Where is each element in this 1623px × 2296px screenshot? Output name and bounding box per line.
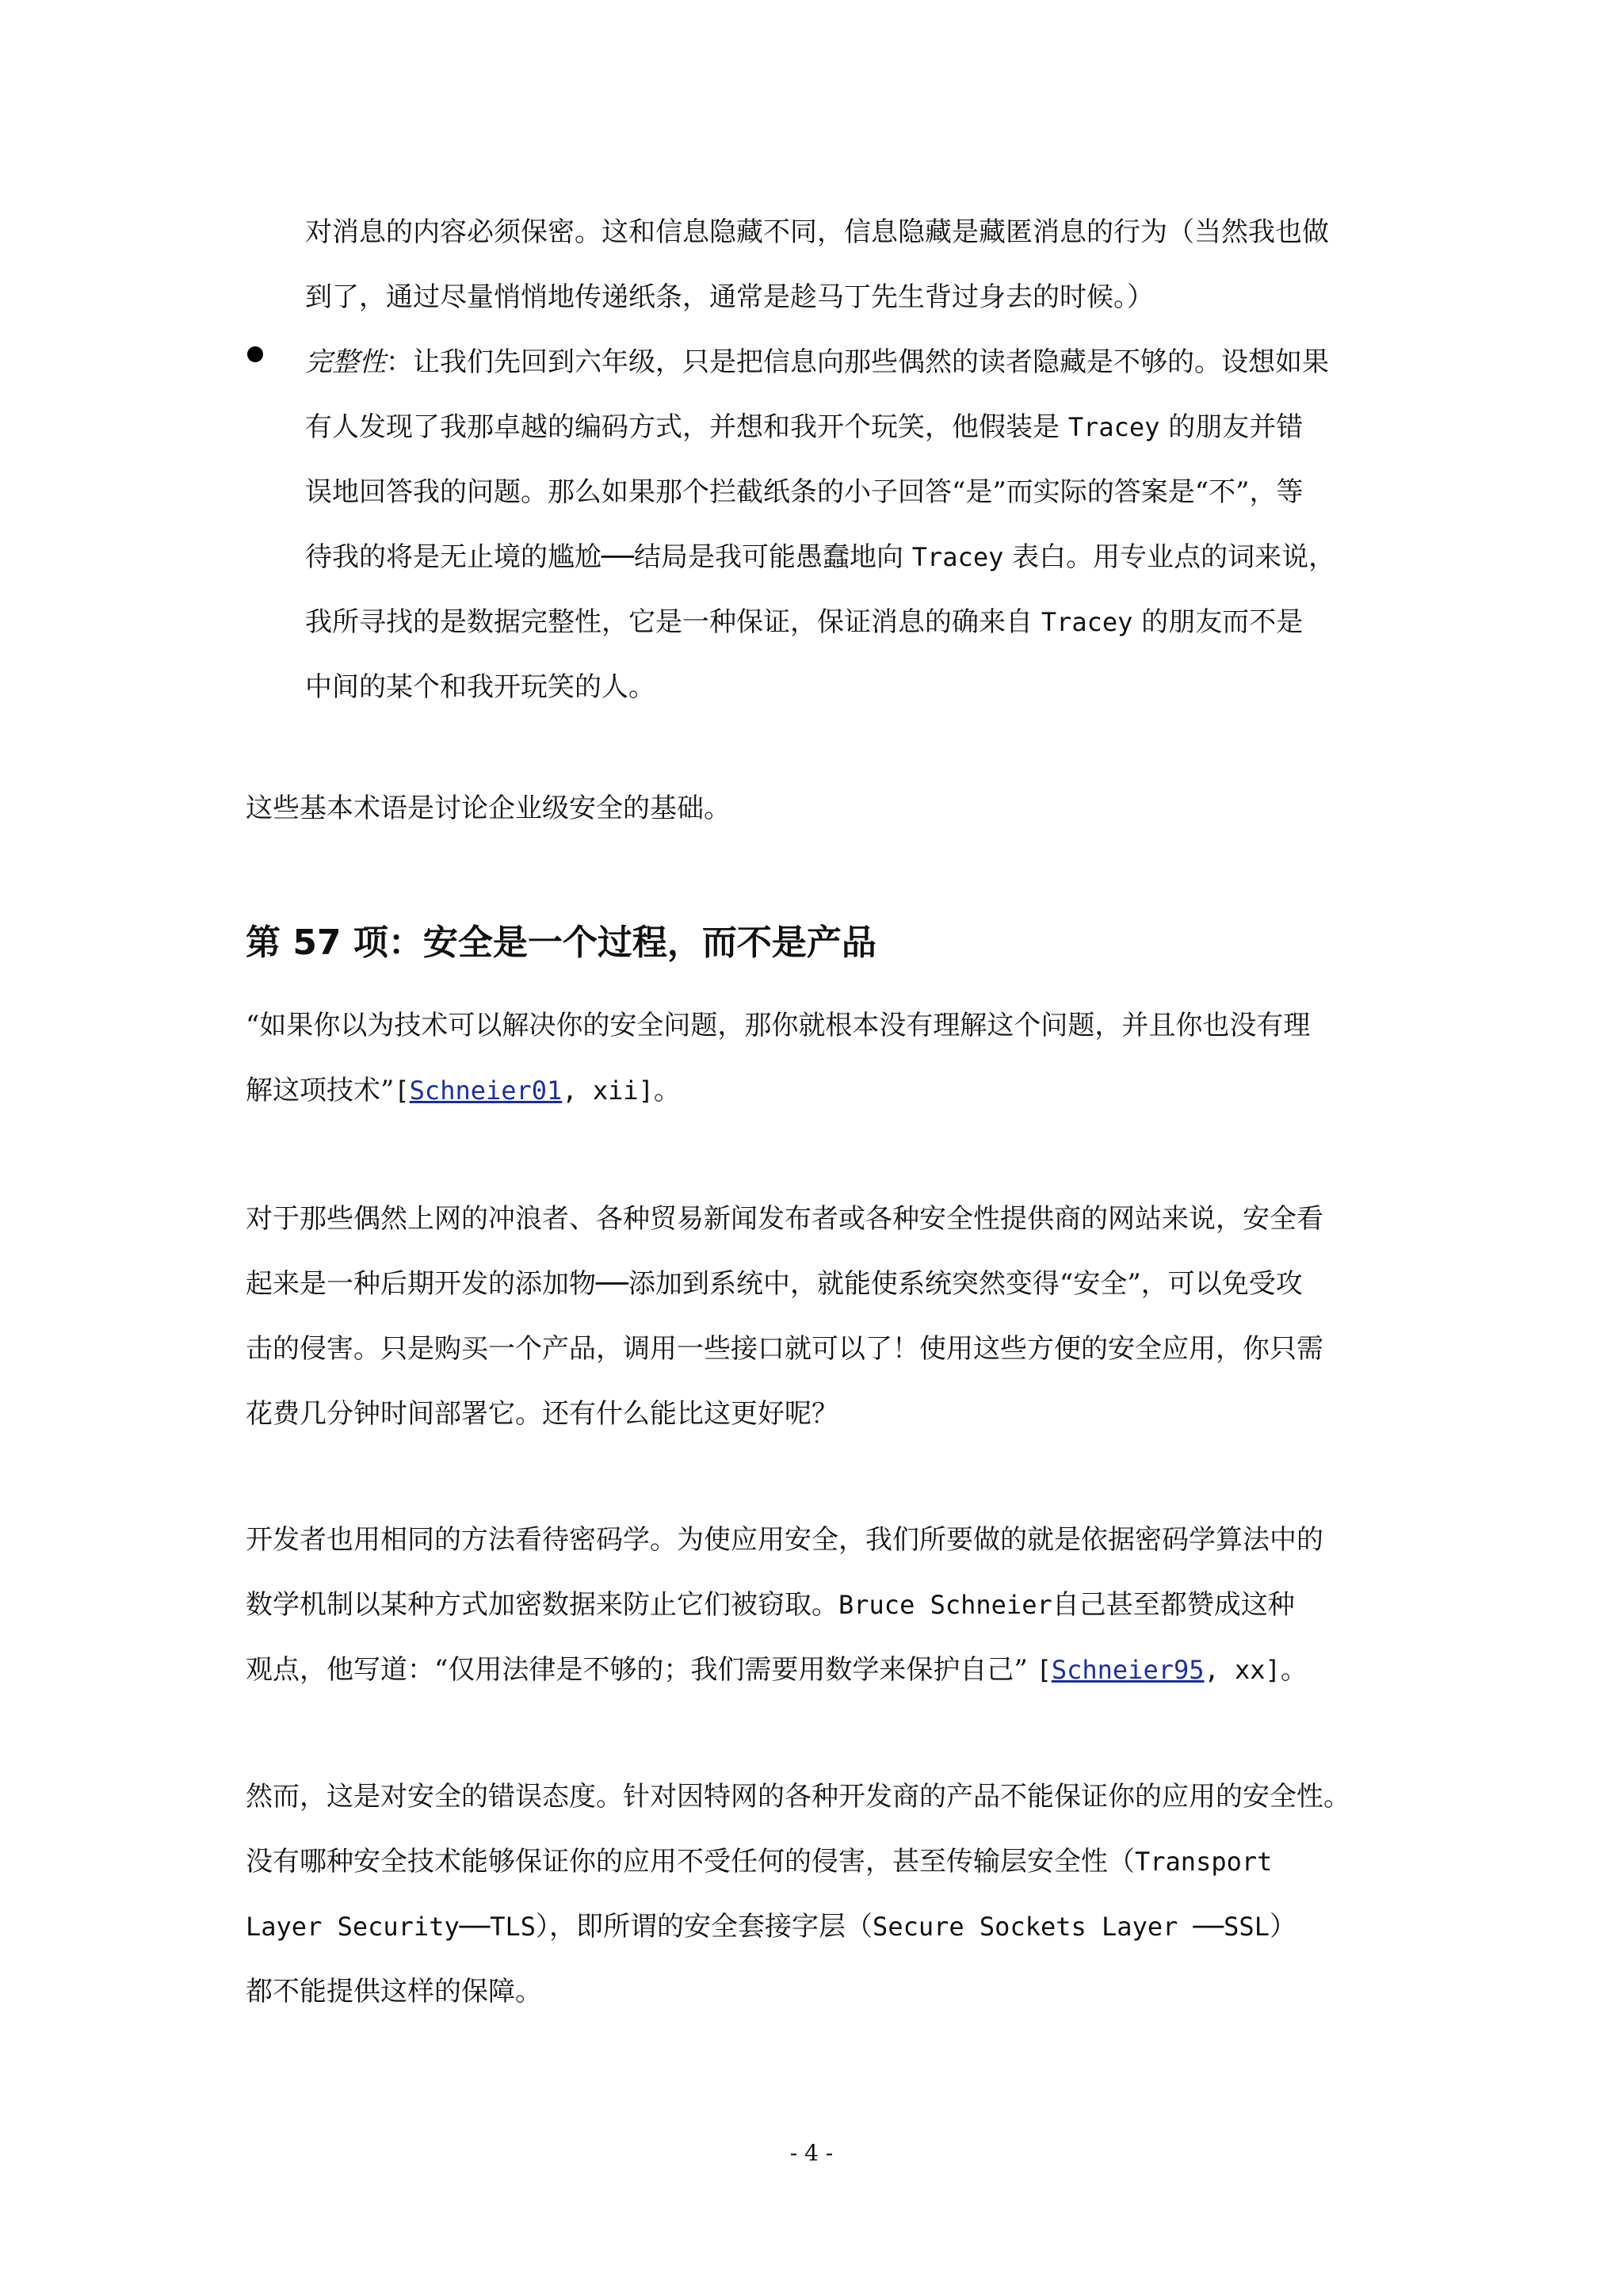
section-heading: 第 57 项：安全是一个过程，而不是产品 bbox=[246, 923, 876, 963]
text-line: Layer Security──TLS），即所谓的安全套接字层（Secure Sockets Layer ──SSL） bbox=[246, 1911, 1296, 1943]
text-line: 我所寻找的是数据完整性，它是一种保证，保证消息的确来自 Tracey 的朋友而不是 bbox=[305, 606, 1304, 638]
text-line: 花费几分钟时间部署它。还有什么能比这更好呢？ bbox=[246, 1398, 838, 1430]
text-line: 对于那些偶然上网的冲浪者、各种贸易新闻发布者或各种安全性提供商的网站来说，安全看 bbox=[246, 1203, 1323, 1235]
text-line: 中间的某个和我开玩笑的人。 bbox=[305, 671, 655, 703]
code-tracey: Tracey bbox=[911, 542, 1004, 572]
text-line: 误地回答我的问题。那么如果那个拦截纸条的小子回答“是”而实际的答案是“不”，等 bbox=[305, 476, 1304, 508]
text-line: 有人发现了我那卓越的编码方式，并想和我开个玩笑，他假装是 Tracey 的朋友并错 bbox=[305, 411, 1304, 443]
code-tracey: Tracey bbox=[1067, 412, 1160, 442]
text-line: 没有哪种安全技术能够保证你的应用不受任何的侵害，甚至传输层安全性（Transport bbox=[246, 1846, 1273, 1878]
text-line: 数学机制以某种方式加密数据来防止它们被窃取。Bruce Schneier自己甚至都赞成这种 bbox=[246, 1589, 1295, 1621]
code-tracey: Tracey bbox=[1041, 607, 1133, 637]
paragraph-security-addon bbox=[246, 1186, 1387, 1446]
text-line: 然而，这是对安全的错误态度。针对因特网的各种开发商的产品不能保证你的应用的安全性。 bbox=[246, 1781, 1350, 1813]
text-line: 解这项技术”[Schneier01, xii]。 bbox=[246, 1075, 681, 1106]
text-line: 待我的将是无止境的尴尬──结局是我可能愚蠢地向 Tracey 表白。用专业点的词来说， bbox=[305, 541, 1336, 573]
text-line: 观点，他写道：“仅用法律是不够的；我们需要用数学来保护自己” [Schneier95, xx]。 bbox=[246, 1654, 1308, 1686]
text-line: “如果你以为技术可以解决你的安全问题，那你就根本没有理解这个问题，并且你也没有理 bbox=[246, 1010, 1311, 1041]
bullet-icon bbox=[247, 346, 263, 362]
term-integrity: 完整性 bbox=[305, 346, 386, 378]
text-line: 都不能提供这样的保障。 bbox=[246, 1976, 542, 2008]
citation-link-schneier95[interactable]: Schneier95 bbox=[1051, 1655, 1205, 1685]
text-line: 到了，通过尽量悄悄地传递纸条，通常是趁马丁先生背过身去的时候。） bbox=[305, 281, 1154, 313]
text-line: 击的侵害。只是购买一个产品，调用一些接口就可以了！使用这些方便的安全应用，你只需 bbox=[246, 1333, 1323, 1365]
code-author: Bruce Schneier bbox=[838, 1590, 1052, 1620]
quote-paragraph bbox=[246, 993, 1387, 1123]
confidentiality-continuation bbox=[305, 200, 1387, 330]
text-line: 起来是一种后期开发的添加物──添加到系统中，就能使系统突然变得“安全”，可以免受攻 bbox=[246, 1268, 1303, 1300]
page-number: - 4 - bbox=[789, 2140, 834, 2166]
paragraph-cryptography bbox=[246, 1507, 1387, 1702]
paragraph-wrong-attitude bbox=[246, 1764, 1387, 2024]
text-line: 对消息的内容必须保密。这和信息隐藏不同，信息隐藏是藏匿消息的行为（当然我也做 bbox=[305, 216, 1329, 248]
citation-link-schneier01[interactable]: Schneier01 bbox=[409, 1075, 563, 1106]
text-line: 开发者也用相同的方法看待密码学。为使应用安全，我们所要做的就是依据密码学算法中的 bbox=[246, 1524, 1323, 1556]
integrity-bullet bbox=[305, 330, 1387, 720]
summary-paragraph: 这些基本术语是讨论企业级安全的基础。 bbox=[246, 793, 731, 824]
text-line: 完整性：让我们先回到六年级，只是把信息向那些偶然的读者隐藏是不够的。设想如果 bbox=[305, 346, 1329, 378]
